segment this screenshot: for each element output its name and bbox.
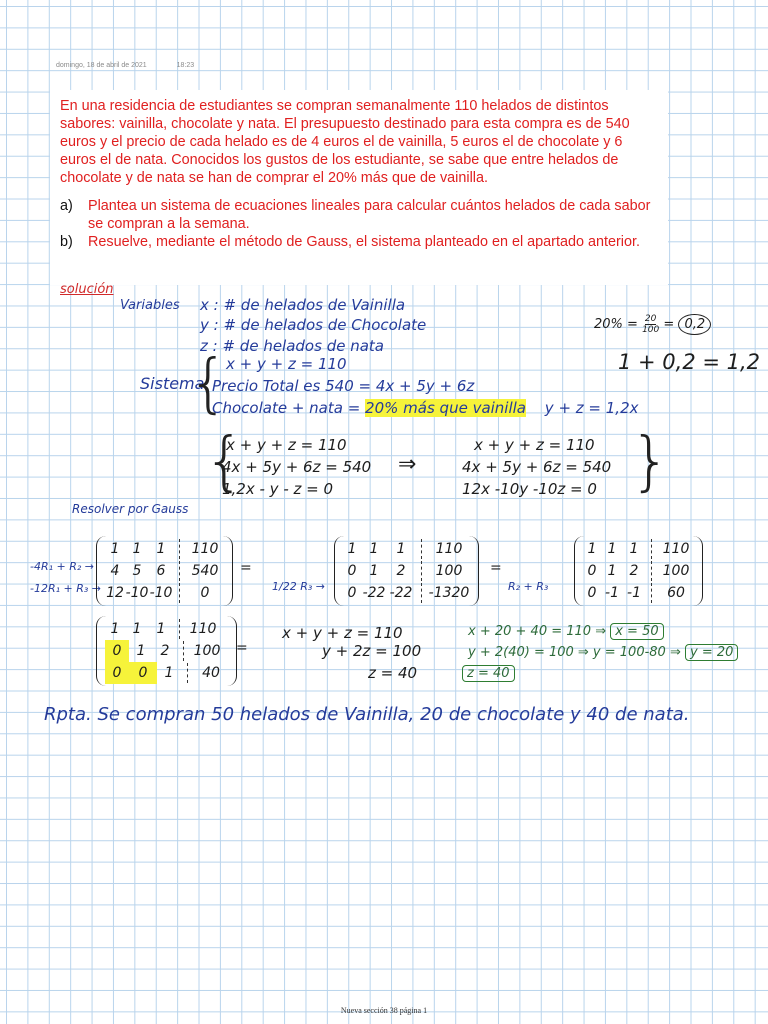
result-y-line: y + 2(40) = 100 ⇒ y = 100-80 ⇒	[468, 645, 681, 660]
matrix-row: 0 -22 -22 -1320	[347, 585, 470, 601]
system-right-brace: }	[630, 425, 671, 499]
row-op-scale: 1/22 R₃ →	[272, 580, 325, 593]
system-left-eq3: 1,2x - y - z = 0	[222, 480, 334, 498]
percent-equals: =	[663, 317, 675, 332]
item-label: a)	[60, 198, 73, 214]
equals-sign: =	[236, 640, 248, 656]
back-sub-eq2: y + 2z = 100	[322, 642, 422, 660]
result-x-line: x + 20 + 40 = 110 ⇒	[468, 624, 607, 639]
variable-z: z : # de helados de nata	[200, 337, 384, 355]
problem-statement	[50, 90, 668, 285]
matrix-2	[334, 536, 479, 606]
result-z-box: z = 40	[462, 665, 515, 682]
gauss-label: Resolver por Gauss	[72, 502, 189, 516]
percent-fraction	[642, 314, 659, 335]
sistema-label: Sistema	[140, 374, 205, 393]
variables-label: Variables	[120, 298, 180, 313]
eq3-suffix: y + z = 1,2x	[544, 399, 639, 417]
problem-item-a	[60, 197, 660, 233]
matrix-row: 0 1 2 100	[587, 563, 690, 579]
matrix-row: 12 -10 -10 0	[106, 585, 210, 601]
equals-sign: =	[490, 560, 502, 576]
result-y	[468, 645, 738, 660]
variable-x: x : # de helados de Vainilla	[200, 296, 406, 314]
result-y-box: y = 20	[685, 644, 738, 661]
equals-sign: =	[240, 560, 252, 576]
fraction-denominator: 100	[642, 325, 660, 335]
row-op-r2: -4R₁ + R₂ →	[30, 560, 94, 573]
percent-result: 0,2	[678, 314, 711, 335]
fraction-numerator: 20	[644, 314, 657, 324]
sistema-eq3	[212, 399, 639, 417]
final-answer: Rpta. Se compran 50 helados de Vainilla, 20 de chocolate y 40 de nata.	[44, 704, 690, 725]
matrix-row: 1 1 1 110	[587, 541, 690, 557]
item-label: b)	[60, 234, 73, 250]
page-footer: Nueva sección 38 página 1	[340, 1006, 428, 1015]
sistema-eq1: x + y + z = 110	[226, 355, 347, 373]
matrix-row: 0 0 1 40	[105, 662, 228, 684]
variable-y: y : # de helados de Chocolate	[200, 316, 427, 334]
sistema-eq2: Precio Total es 540 = 4x + 5y + 6z	[212, 377, 475, 395]
eq3-highlight: 20% más que vainilla	[365, 399, 527, 417]
percent-left: 20% =	[594, 317, 638, 332]
one-point-two: 1 + 0,2 = 1,2	[618, 350, 761, 374]
problem-intro: En una residencia de estudiantes se compran semanalmente 110 helados de distintos sabores: vainilla, chocolate y nata. El presupuesto destinado para esta compra es de 540 euros y el precio de cada helado es de 4 euros el de vainilla, 5 euros el de chocolate y 6 euros el de nata. Conocidos los gustos de los estudiante, se sabe que entre helados de chocolate y de nata se han de comprar el 20% más que de vainilla.	[60, 98, 630, 186]
result-x-box: x = 50	[610, 623, 663, 640]
matrix-1	[96, 536, 233, 606]
matrix-row: 0 1 2 100	[347, 563, 463, 579]
back-sub-eq3: z = 40	[368, 664, 418, 682]
matrix-row: 1 1 1 110	[110, 541, 219, 557]
solution-heading: solución	[60, 282, 114, 297]
system-right-eq1: x + y + z = 110	[474, 436, 595, 454]
matrix-row: 1 1 1 110	[347, 541, 463, 557]
matrix-row: 1 1 1 110	[110, 621, 217, 637]
matrix-row: 4 5 6 540	[110, 563, 219, 579]
sistema-brace: {	[188, 347, 229, 421]
item-text: Resuelve, mediante el método de Gauss, el sistema planteado en el apartado anterior.	[88, 234, 640, 250]
system-left-brace: {	[204, 425, 245, 499]
problem-item-b	[60, 233, 660, 251]
matrix-row: 0 -1 -1 60	[587, 585, 685, 601]
result-x	[468, 624, 664, 639]
note-timestamp	[56, 62, 194, 69]
result-z	[462, 666, 515, 681]
system-left-eq2: 4x + 5y + 6z = 540	[222, 458, 372, 476]
matrix-row: 0 1 2 100	[105, 640, 228, 662]
back-sub-eq1: x + y + z = 110	[282, 624, 403, 642]
system-left-eq1: x + y + z = 110	[226, 436, 347, 454]
matrix-4	[96, 616, 237, 686]
note-time: 18:23	[176, 62, 195, 69]
row-op-add: R₂ + R₃	[508, 580, 549, 593]
implies-arrow: ⇒	[398, 452, 417, 477]
eq3-prefix: Chocolate + nata =	[212, 399, 361, 417]
item-text: Plantea un sistema de ecuaciones lineales para calcular cuántos helados de cada sabor se compran a la semana.	[88, 198, 651, 232]
row-op-r3: -12R₁ + R₃ →	[30, 582, 101, 595]
percent-note	[594, 314, 711, 335]
note-date: domingo, 18 de abril de 2021	[56, 62, 147, 69]
system-right-eq2: 4x + 5y + 6z = 540	[462, 458, 612, 476]
matrix-3	[574, 536, 703, 606]
system-right-eq3: 12x -10y -10z = 0	[462, 480, 597, 498]
